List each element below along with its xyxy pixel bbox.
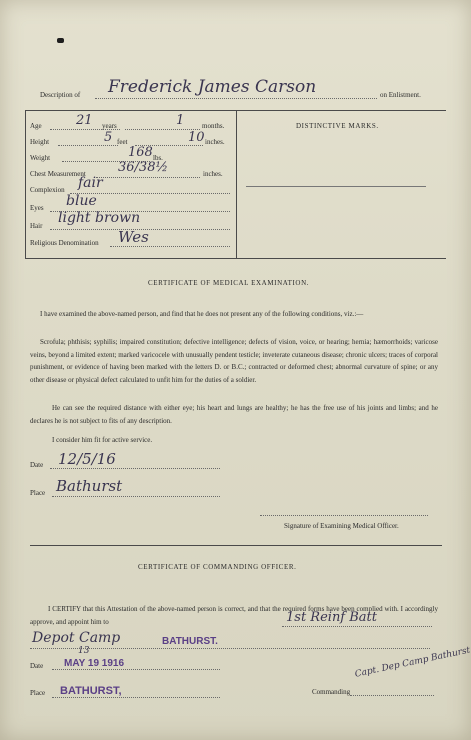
medical-date-value: 12/5/16 bbox=[58, 450, 116, 468]
commanding-certificate-title: CERTIFICATE OF COMMANDING OFFICER. bbox=[138, 563, 297, 571]
medical-signature-line bbox=[260, 515, 428, 516]
religion-label: Religious Denomination bbox=[30, 239, 99, 247]
camp-stamp: BATHURST. bbox=[162, 636, 218, 647]
camp-handwriting: Depot Camp bbox=[32, 630, 121, 646]
religion-value: Wes bbox=[118, 228, 149, 246]
commanding-statement: I CERTIFY that this Attestation of the above-named person is correct, and that the required forms have been complied with. I accordingly approve, and appoint him to bbox=[30, 605, 438, 626]
years-label: years bbox=[102, 122, 117, 130]
chest-value: 36/38½ bbox=[118, 160, 169, 175]
distinctive-marks-line bbox=[246, 186, 426, 187]
weight-label: Weight bbox=[30, 154, 51, 162]
commanding-place-label: Place bbox=[30, 689, 46, 697]
age-months-value: 1 bbox=[176, 113, 185, 128]
commanding-date-label: Date bbox=[30, 662, 44, 670]
medical-place-line bbox=[52, 496, 220, 497]
medical-date-label: Date bbox=[30, 461, 44, 469]
medical-place-value: Bathurst bbox=[56, 477, 123, 495]
eyes-value: blue bbox=[66, 193, 97, 209]
chest-line bbox=[96, 177, 200, 178]
commanding-date-day: 13 bbox=[78, 646, 90, 656]
name-dotted-line bbox=[95, 98, 377, 99]
commanding-officer-signature: Capt. Dep Camp Bathurst bbox=[354, 645, 471, 680]
camp-line bbox=[30, 648, 430, 649]
height-feet-value: 5 bbox=[104, 130, 113, 145]
inches-label: inches. bbox=[205, 138, 225, 146]
hair-label: Hair bbox=[30, 222, 43, 230]
complexion-value: fair bbox=[78, 175, 103, 191]
medical-fit-statement: I consider him fit for active service. bbox=[52, 436, 153, 444]
lbs-label: lbs. bbox=[153, 154, 163, 162]
hair-value: light brown bbox=[58, 210, 141, 226]
commanding-date-line bbox=[52, 669, 220, 670]
weight-value: 168 bbox=[128, 145, 153, 160]
feet-label: feet bbox=[117, 138, 128, 146]
medical-conditions: Scrofula; phthisis; syphilis; impaired constitution; defective intelligence; defects of vision, voice, or hearing; hernia; hæmorrhoids; varicose veins, beyond a limited extent; marked varicocele with unusually pendent testicle; inveterate cutaneous disease; chronic ulcers; traces of corporal punishment, or evidence of having been marked with the letters D. or B.C.; contracted or deformed chest; abnormal curvature of spine; or any other disease or physical defect calculated to unfit him for the duties of a soldier. bbox=[30, 338, 438, 384]
commanding-place-stamp: BATHURST, bbox=[60, 685, 122, 697]
commanding-label: Commanding bbox=[312, 688, 351, 696]
medical-date-line bbox=[50, 468, 220, 469]
commanding-unit-value: 1st Reinf Batt bbox=[286, 610, 378, 625]
medical-certificate-title: CERTIFICATE OF MEDICAL EXAMINATION. bbox=[148, 279, 310, 287]
medical-place-label: Place bbox=[30, 489, 46, 497]
eyes-label: Eyes bbox=[30, 204, 44, 212]
height-label: Height bbox=[30, 138, 50, 146]
enlistee-name: Frederick James Carson bbox=[108, 77, 317, 97]
box-divider-rule bbox=[236, 110, 237, 259]
commanding-signature-line bbox=[350, 695, 434, 696]
religion-line bbox=[110, 246, 230, 247]
distinctive-marks-title: DISTINCTIVE MARKS. bbox=[296, 122, 379, 130]
complexion-label: Complexion bbox=[30, 186, 65, 194]
commanding-date-stamp: MAY 19 1916 bbox=[64, 658, 125, 669]
medical-eyes-statement: He can see the required distance with either eye; his heart and lungs are healthy; he has the free use of his joints and limbs; and he declares he is not subject to fits of any description. bbox=[30, 404, 438, 425]
months-label: months. bbox=[202, 122, 225, 130]
chest-inches-label: inches. bbox=[203, 170, 223, 178]
box-left-rule bbox=[25, 110, 26, 259]
height-inches-value: 10 bbox=[188, 130, 205, 145]
medical-intro: I have examined the above-named person, and find that he does not present any of the following conditions, viz.:— bbox=[40, 310, 364, 318]
medical-signature-label: Signature of Examining Medical Officer. bbox=[284, 522, 399, 530]
chest-label: Chest Measurement bbox=[30, 170, 86, 178]
section-divider bbox=[30, 545, 442, 546]
age-years-value: 21 bbox=[76, 113, 93, 128]
description-label: Description of bbox=[40, 91, 81, 99]
commanding-place-line bbox=[52, 697, 220, 698]
enlistment-label: on Enlistment. bbox=[380, 91, 421, 99]
unit-line bbox=[282, 626, 432, 627]
height-feet-line bbox=[58, 145, 118, 146]
age-label: Age bbox=[30, 122, 42, 130]
punch-hole bbox=[57, 38, 64, 43]
